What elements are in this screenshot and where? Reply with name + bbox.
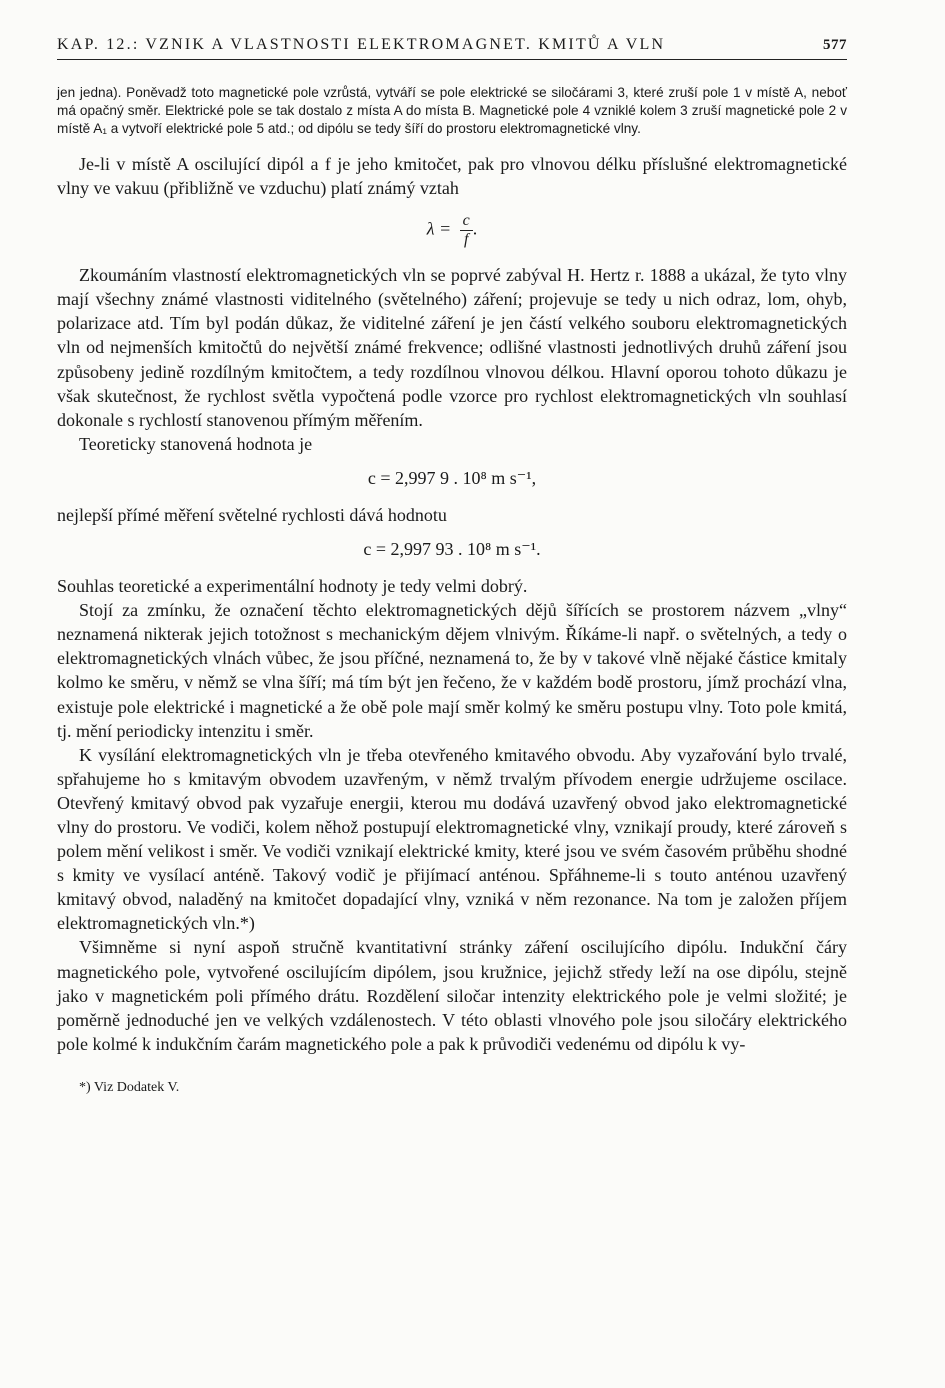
footnote: *) Viz Dodatek V. — [79, 1079, 180, 1095]
equation-lhs: λ = — [426, 218, 452, 239]
equation-fraction — [460, 212, 473, 249]
paragraph-1: Je-li v místě A oscilující dipól a f je jeho kmitočet, pak pro vlnovou délku příslušné elektromagnetické vlny ve vakuu (přibližně ve vzduchu) platí známý vztah — [57, 154, 847, 199]
paragraph-4: nejlepší přímé měření světelné rychlosti dává hodnotu — [57, 504, 447, 525]
paragraph-5: Souhlas teoretické a experimentální hodnoty je tedy velmi dobrý. — [57, 576, 528, 597]
equation-tail: . — [472, 218, 478, 239]
paragraph-8: Všimněme si nyní aspoň stručně kvantitativní stránky záření oscilujícího dipólu. Indukční čáry magnetického pole, vytvořené oscilujícím dipólem, jsou kružnice, jejichž středy leží na ose dipólu, stejně jako v magnetickém poli přímého drátu. Rozdělení siločar intenzity elektrického pole je velmi složité; je poměrně jednoduché jen ve velkých vzdálenostech. V této oblasti vlnového pole jsou siločáry elektrického pole kolmé k indukčním čarám magnetického pole a pak k průvodiči vedenému od dipólu k vy- — [57, 937, 847, 1054]
chapter-title: KAP. 12.: VZNIK A VLASTNOSTI ELEKTROMAGNET. KMITŮ A VLN — [57, 36, 666, 53]
equation-wavelength — [57, 212, 847, 249]
paragraph-7: K vysílání elektromagnetických vln je třeba otevřeného kmitavého obvodu. Aby vyzařování bylo trvalé, spřahujeme ho s kmitavým obvodem uzavřeným, v němž trvalým přívodem energie udržujeme oscilace. Otevřený kmitavý obvod pak vyzařuje energii, kterou mu dodává uzavřený obvod jako elektromagnetické vlny do prostoru. Ve vodiči, kolem něhož postupují elektromagnetické vlny, vznikají proudy, které zároveň s polem mění velikost i směr. Ve vodiči vznikají elektrické kmity, které jsou ve svém časovém průběhu shodné s kmity ve vysílací anténě. Takový vodič je přijímací anténou. Spřáhneme-li s touto anténou uzavřený kmitavý obvod, naladěný na kmitočet dopadající vlny, vzniká v něm rezonance. Na tom je založen příjem elektromagnetických vln.*) — [57, 744, 847, 934]
equation-denominator: f — [464, 231, 469, 249]
running-header — [57, 36, 847, 60]
paragraph-3: Teoreticky stanovená hodnota je — [79, 433, 313, 454]
intro-small-text: jen jedna). Poněvadž toto magnetické pole vzrůstá, vytváří se pole elektrické se siločárami 3, které zruší pole 1 v místě A, neboť má opačný směr. Elektrické pole se tak dostalo z místa A do místa B. Magnetické pole 4 vzniklé kolem 3 zruší magnetické pole 2 v místě A₁ a vytvoří elektrické pole 5 atd.; od dipólu se tedy šíří do prostoru elektromagnetické vlny. — [57, 85, 847, 136]
paragraph-6: Stojí za zmínku, že označení těchto elektromagnetických dějů šířících se prostorem názvem „vlny“ neznamená nikterak jejich totožnost s mechanickým dějem vlnivým. Říkáme-li např. o světelných, a tedy o elektromagnetických vlnách vůbec, že jsou příčné, neznamená to, že by v takové vlně nějaké částice kmitaly kolmo ke směru, v němž se vlna šíří; má tím být jen řečeno, že v každém bodě prostoru, jímž prochází vlna, existuje pole elektrické i magnetické a že obě pole mají směr kolmý ke směru postupu vlny. Toto pole kmitá, tj. mění periodicky intenzitu i směr. — [57, 600, 847, 741]
equation-numerator: c — [460, 212, 473, 231]
book-page — [57, 36, 847, 1096]
page-number: 577 — [823, 37, 847, 53]
equation-measured-c: c = 2,997 93 . 10⁸ m s⁻¹. — [363, 539, 541, 560]
equation-theoretical-c: c = 2,997 9 . 10⁸ m s⁻¹, — [367, 467, 537, 488]
paragraph-2: Zkoumáním vlastností elektromagnetických vln se poprvé zabýval H. Hertz r. 1888 a ukázal, že tyto vlny mají všechny známé vlastnosti viditelného (světelného) záření; projevuje se tedy u nich odraz, lom, ohyb, polarizace atd. Tím byl podán důkaz, že viditelné záření je jen částí velkého souboru elektromagnetických vln od nejmenších kmitočtů do největší známé frekvence; odlišné vlastnosti jednotlivých druhů záření jsou způsobeny jedině rozdílným kmitočtem, a tedy rozdílnou vlnovou délkou. Hlavní oporou tohoto důkazu je však skutečnost, že rychlost světla vypočtená podle vzorce pro rychlost elektromagnetických vln souhlasí dokonale s rychlostí stanovenou přímým měřením. — [57, 265, 847, 430]
